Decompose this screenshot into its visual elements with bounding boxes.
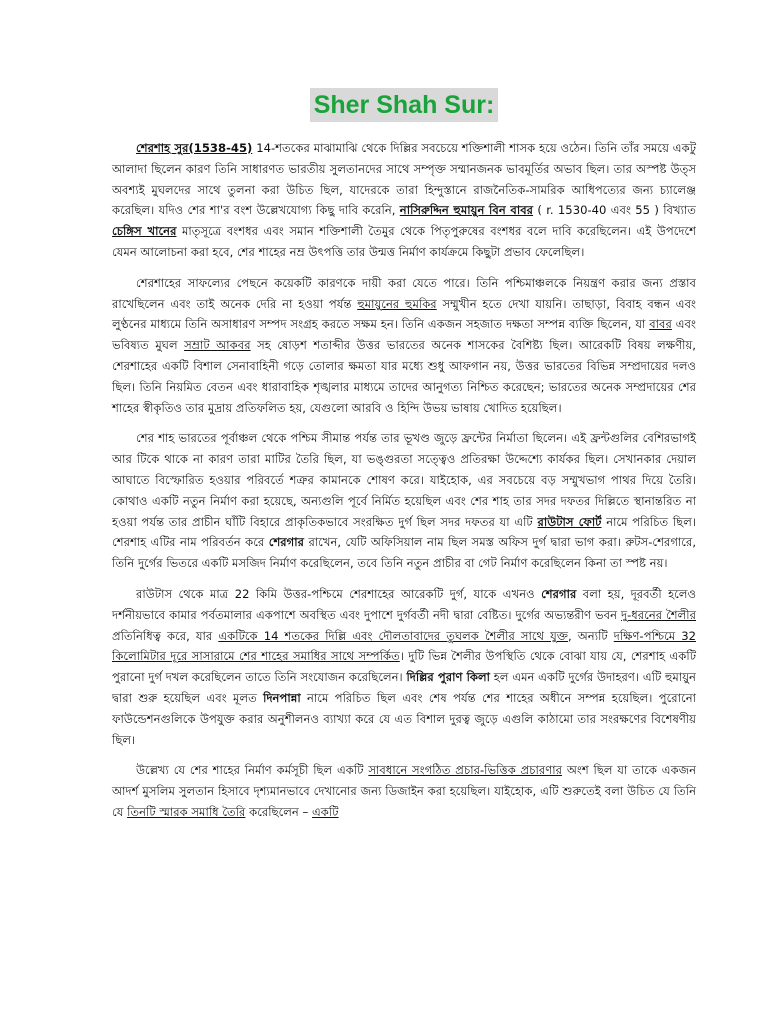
highlight-babur: বাবর xyxy=(649,317,672,332)
highlight-rohtas-fort: রাউটাস ফোর্ট xyxy=(537,514,602,529)
text: , অন্যটি xyxy=(568,628,614,643)
paragraph-2 xyxy=(112,273,696,419)
title-wrap xyxy=(112,88,696,122)
text: সহ ষোড়শ শতাব্দীর উত্তর ভারতের অনেক শাসকের বৈশিষ্ট্য ছিল। আরেকটি বিষয় লক্ষণীয়, শেরশাহের একটি বিশাল সেনাবাহিনী গড়ে তোলার ক্ষমতা যার মধ্যে শুধু আফগান নয়, উত্তর ভারতের বিভিন্ন সম্প্রদায়ের দলও ছিল। তিনি নিয়মিত বেতন এবং ধারাবাহিক শৃঙ্খলার মাধ্যমে তাদের আনুগত্য নিশ্চিত করেছেন; ভারতের অনেক সম্প্রদায়ের শের শাহের স্বীকৃতিও তার মুদ্রায় প্রতিফলিত হয়, যেগুলো আরবি ও হিন্দি উভয় ভাষায় খোদিত হয়েছিল। xyxy=(112,338,696,415)
text: উল্লেখ্য যে শের শাহের নির্মাণ কর্মসূচী ছিল একটি xyxy=(136,763,369,778)
highlight-shergar: শেরগার xyxy=(268,535,305,550)
paragraph-3 xyxy=(112,428,696,574)
text: মাতৃসূত্রে বংশধর এবং সমান শক্তিশালী তৈমুর থেকে পিতৃপুরুষের বংশধর বলে দাবি করেছিলেন। এই উপদেশে যেমন আলোচনা করা হবে, শের শাহের নম্র উৎপত্তি তার উন্মত্ত নির্মাণ কার্যক্রমে কিছুটা প্রভাব ফেলেছিল। xyxy=(112,224,697,259)
paragraph-5 xyxy=(112,760,696,822)
text: নামে পরিচিত ছিল এবং শেষ পর্যন্ত শের শাহের অধীনে সম্পন্ন হয়েছিল। পুরোনো ফাউন্ডেশনগুলিকে উপযুক্ত করার অনুশীলনও ব্যাখ্যা করে যে এত বিশাল দুরত্ব জুড়ে এগুলি কাঠামো তার সংরক্ষণের বিশেষণীয় ছিল। xyxy=(112,690,696,747)
highlight-purana-qila: দিল্লির পুরাণ কিলা xyxy=(406,670,491,685)
text: শেরশাহের সাফল্যের পেছনে কয়েকটি কারণকে দায়ী করা যেতে পারে। তিনি পশ্চিমাঞ্চলকে নিয়ন্ত্রণ করার জন্য প্রস্তাব রাখেছিলেন এবং তাই অনেক দেরি না হওয়া পর্যন্ত xyxy=(112,275,696,311)
highlight-sasaram: দক্ষিণ-পশ্চিমে 32 কিলোমিটার দূরে সাসারামে শের শাহের সমাধির সাথে সম্পর্কিত xyxy=(112,628,697,664)
text: রাখেন, যেটি অফিসিয়াল নাম ছিল সমস্ত অফিস দুর্গ দ্বারা ভাগ করা। রুটস-শেরগারে, তিনি দুর্গের ভিতরে একটি মসজিদ নির্মাণ করেছিলেন, তবে তিনি নতুন প্রাচীর বা গেট নির্মাণ করেছিলেন কিনা তা স্পষ্ট নয়। xyxy=(112,535,696,571)
text: অংশ ছিল যা তাকে একজন আদর্শ মুসলিম সুলতান হিসাবে দৃশ্যমানভাবে দেখানোর জন্য ডিজাইন করা হয়েছিল। যাইহোক, এটি শুরুতেই বলা উচিত যে তিনি যে xyxy=(112,763,696,819)
highlight-shergar-2: শেরগার xyxy=(541,586,577,601)
text: এবং ভবিষ্যত মুঘল xyxy=(112,317,696,353)
highlight-genghis: চেঙ্গিস খানের xyxy=(112,224,177,239)
text: নামে পরিচিত ছিল। শেরশাহ এটির নাম পরিবর্তন করে xyxy=(112,514,696,550)
highlight-tughlaq: একটিকে 14 শতকের দিল্লি এবং দৌলতাবাদের তুঘলক শৈলীর সাথে যুক্ত xyxy=(218,628,569,643)
text: বলা হয়, দূরবর্তী হলেও দর্শনীয়ভাবে কামার পর্বতমালার একপাশে অবস্থিত এবং দুপাশে দুর্গবর্তী নদী দ্বারা বেষ্টিত। দুর্গের অভ্যন্তরীণ ভবন xyxy=(112,586,696,622)
text: 14-শতকের মাঝামাঝি থেকে দিল্লির সবচেয়ে শক্তিশালী শাসক হয়ে ওঠেন। তিনি তাঁর সময়ে একটু আলাদা ছিলেন কারণ তিনি সাধারণত ভারতীয় সুলতানদের সাথে সম্পৃক্ত সম্মানজনক ভাবমূর্তির অভাব ছিল। তার অস্পষ্ট উত্স অবশ্যই মুঘলদের সাথে তুলনা করা উচিত ছিল, যাদেরকে তারা হিন্দুস্তানে রাজনৈতিক-সামরিক আধিপত্যের জন্য চ্যালেঞ্জ করেছিল। যদিও শের শা'র বংশ উল্লেখযোগ্য কিছু দাবি করেনি, xyxy=(112,141,697,218)
highlight-humayun: নাসিরুদ্দিন হুমায়ুন বিন বাবর xyxy=(399,203,534,218)
highlight-two-styles: দু-ধরনের শৈলীর xyxy=(621,607,696,622)
text: সম্মুখীন হতে দেখা যায়নি। তাছাড়া, বিবাহ বন্ধন এবং লুণ্ঠনের মাধ্যমে তিনি অসাধারণ সম্পদ সংগ্রহ করতে সক্ষম হন। তিনি একজন সহজাত দক্ষতা সম্পন্ন ব্যক্তি ছিলেন, যা xyxy=(112,296,697,332)
paragraph-4 xyxy=(112,584,696,750)
text: রাউটাস থেকে মাত্র 22 কিমি উত্তর-পশ্চিমে শেরশাহের আরেকটি দুর্গ, যাকে এখনও xyxy=(136,586,542,601)
highlight-akbar: সম্রাট আকবর xyxy=(184,338,251,353)
text: করেছিলেন – xyxy=(245,804,312,819)
text: হল এমন একটি দুর্গের উদাহরণ। এটি হুমায়ুন দ্বারা শুরু হয়েছিল এবং মূলত xyxy=(112,670,696,705)
text: ( r. 1530-40 এবং 55 ) বিখ্যাত xyxy=(533,203,697,218)
highlight-dinpanah: দিনপান্না xyxy=(263,690,301,705)
highlight-sher-shah: শেরশাহ সুর(1538-45) xyxy=(136,141,253,155)
text: প্রতিনিধিত্ব করে, যার xyxy=(112,628,219,643)
text: শের শাহ ভারতের পূর্বাঞ্চল থেকে পশ্চিম সীমান্ত পর্যন্ত তার ভূখণ্ড জুড়ে ফ্রন্টের নির্মাতা ছিলেন। এই ফ্রন্টগুলির বেশিরভাগই আর টিকে থাকে না কারণ তারা মাটির তৈরি ছিল, যা ভঙ্গুরতা সত্ত্বেও প্রতিরক্ষা উদ্দেশ্যে কার্যকর ছিল। সেখানকার দেয়াল আঘাতে বিস্ফোরিত হওয়ার পরিবর্তে শত্রুর কামানকে শোষণ করে। যাইহোক, এর সবচেয়ে বড় সম্মুখভাগ পাথর দিয়ে তৈরি। কোথাও একটি নতুন নির্মাণ করা হয়েছে, অন্যগুলি পূর্বে নির্মিত হয়েছিল এবং শের শাহ তার সদর দফতর দিল্লিতে স্থানান্তরিত না হওয়া পর্যন্ত তার প্রাচীন ঘাঁটি বিহারে প্রাকৃতিকভাবে সংরক্ষিত দুর্গ ছিল সদর দফতর যা এটি xyxy=(112,431,696,529)
highlight-one: একটি xyxy=(311,804,339,819)
highlight-three-tombs: তিনটি স্মারক সমাধি তৈরি xyxy=(127,804,246,819)
page-title: Sher Shah Sur: xyxy=(310,88,499,122)
text: । দুটি ভিন্ন শৈলীর উপস্থিতি থেকে বোঝা যায় যে, শেরশাহ একটি পুরানো দুর্গ দখল করেছিলেন তাতে তিনি সংযোজন করেছিলেন। xyxy=(112,649,697,685)
highlight-propaganda: সাবধানে সংগঠিত প্রচার-ভিত্তিক প্রচারণার xyxy=(368,763,563,778)
highlight-humayun-threat: হুমায়ুনের হুমকির xyxy=(357,296,437,311)
paragraph-1 xyxy=(112,138,696,263)
